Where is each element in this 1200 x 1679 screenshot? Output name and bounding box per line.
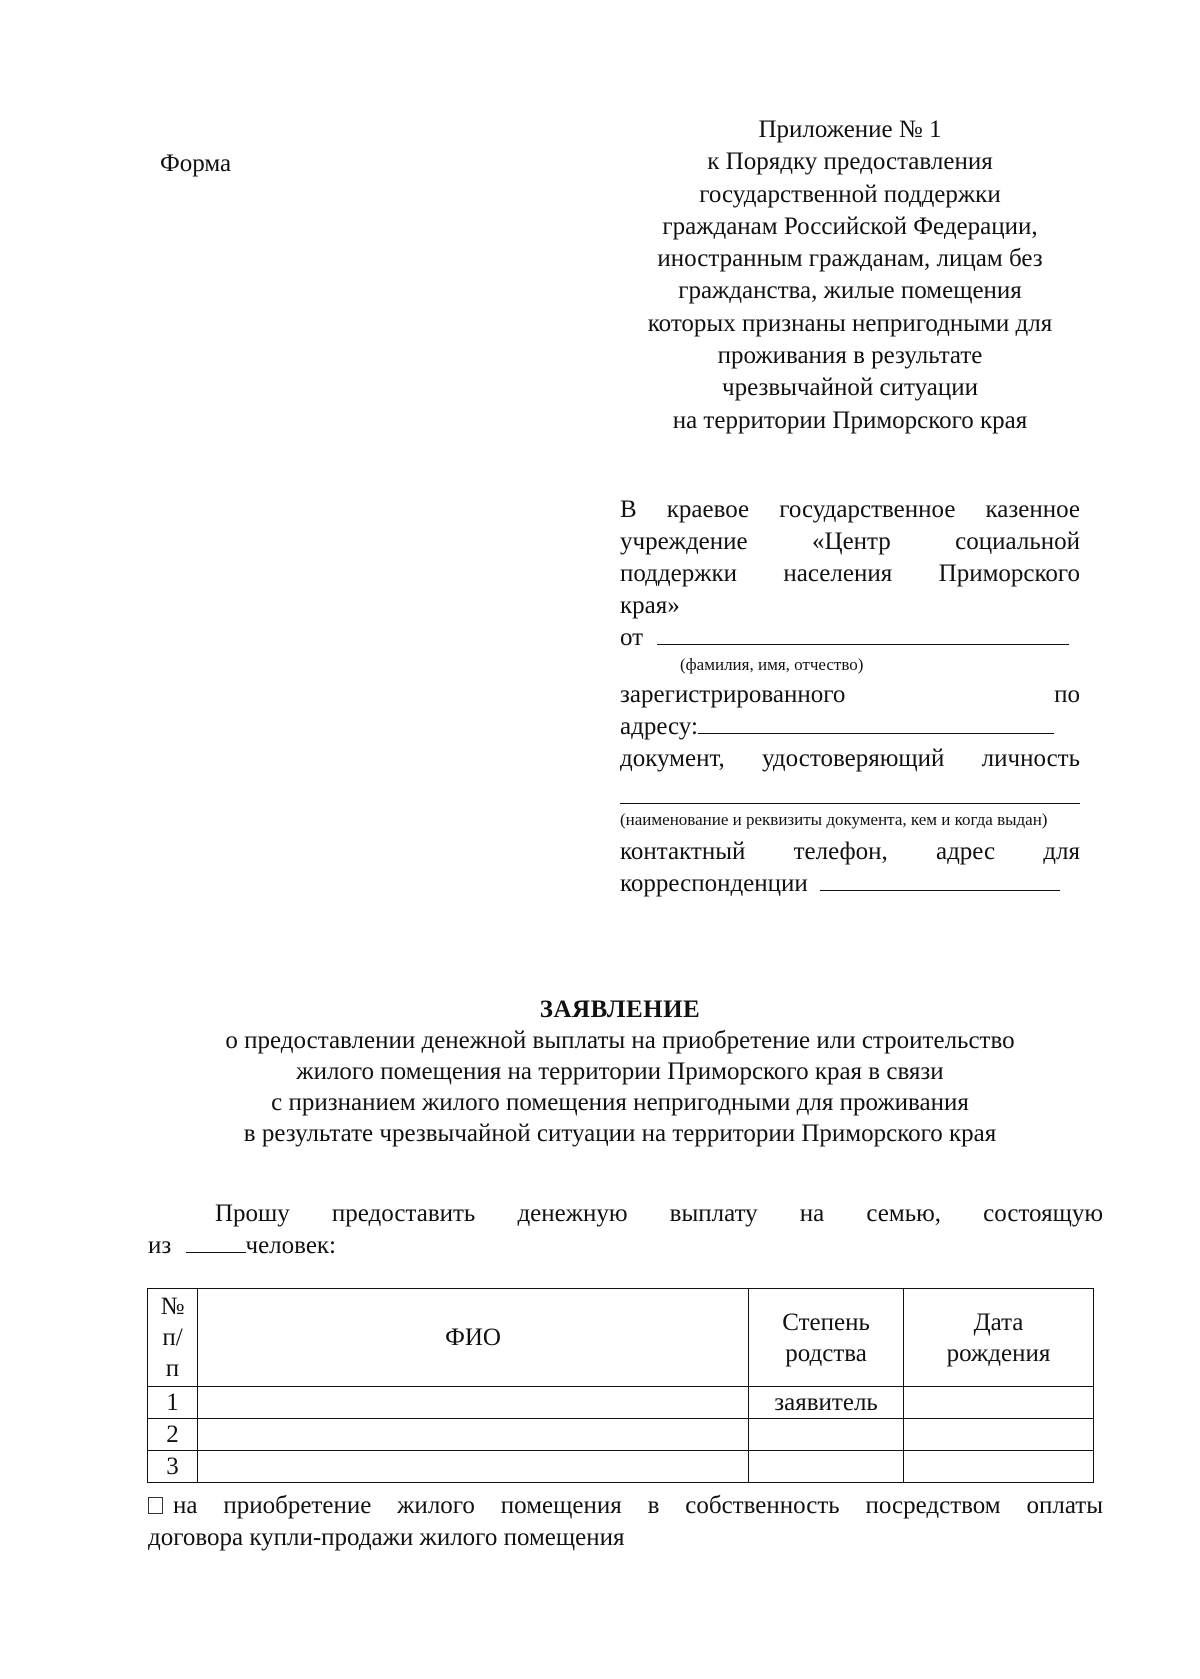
row-birth-cell[interactable]	[904, 1451, 1094, 1483]
addressee-block	[620, 494, 1080, 900]
appendix-line: к Порядку предоставления	[707, 148, 993, 176]
request-prefix: из	[148, 1232, 172, 1259]
form-label: Форма	[160, 150, 232, 177]
row-relation-cell[interactable]	[749, 1419, 904, 1451]
appendix-line: проживания в результате	[717, 342, 983, 370]
contact-field[interactable]	[820, 868, 1060, 891]
addressee-line: края»	[620, 592, 680, 619]
request-suffix: человек:	[245, 1232, 337, 1259]
statement-title: ЗАЯВЛЕНИЕ	[539, 996, 701, 1023]
appendix-line: государственной поддержки	[699, 180, 1001, 208]
row-fio-cell[interactable]	[197, 1451, 748, 1483]
id-document-field[interactable]	[620, 781, 1080, 804]
id-document-label: документ, удостоверяющий личность	[620, 745, 1080, 772]
row-number: 2	[148, 1419, 198, 1451]
row-fio-cell[interactable]	[197, 1387, 748, 1419]
request-count-row	[148, 1230, 1103, 1262]
appendix-line: чрезвычайной ситуации	[722, 374, 978, 402]
registered-label: зарегистрированного по	[620, 681, 1080, 708]
purchase-checkbox[interactable]	[148, 1497, 163, 1514]
row-number: 3	[148, 1451, 198, 1483]
from-hint: (фамилия, имя, отчество)	[680, 655, 864, 674]
table-row	[148, 1387, 1094, 1419]
option-text: на приобретение жилого помещения в собственность посредством оплаты	[173, 1492, 1103, 1519]
appendix-line: которых признаны непригодными для	[647, 309, 1053, 337]
request-line: Прошу предоставить денежную выплату на семью, состоящую	[215, 1200, 1103, 1227]
from-label: от	[620, 624, 644, 651]
row-birth-cell[interactable]	[904, 1387, 1094, 1419]
addressee-line: учреждение «Центр социальной	[620, 528, 1080, 555]
header-fio: ФИО	[197, 1289, 748, 1387]
table-header-row	[148, 1289, 1094, 1387]
row-number: 1	[148, 1387, 198, 1419]
appendix-line: иностранным гражданам, лицам без	[657, 245, 1043, 273]
table-row	[148, 1419, 1094, 1451]
appendix-line: гражданства, жилые помещения	[678, 277, 1022, 305]
id-document-row	[620, 775, 1080, 807]
header-birth-date: Дата рождения	[904, 1289, 1094, 1387]
address-row	[620, 711, 1080, 743]
contact-line: контактный телефон, адрес для	[620, 838, 1080, 865]
row-birth-cell[interactable]	[904, 1419, 1094, 1451]
request-paragraph	[148, 1198, 1103, 1262]
option-line: договора купли-продажи жилого помещения	[148, 1524, 625, 1551]
appendix-line: гражданам Российской Федерации,	[662, 212, 1038, 240]
purchase-option	[148, 1490, 1103, 1554]
row-relation-cell[interactable]	[749, 1451, 904, 1483]
addressee-line: В краевое государственное казенное	[620, 496, 1080, 523]
statement-subtitle-line: с признанием жилого помещения непригодными для проживания	[271, 1089, 969, 1116]
address-label: адресу:	[620, 713, 698, 740]
appendix-block	[610, 114, 1090, 437]
table-row	[148, 1451, 1094, 1483]
statement-subtitle-line: в результате чрезвычайной ситуации на территории Приморского края	[243, 1120, 997, 1147]
header-number: № п/п	[148, 1289, 198, 1387]
appendix-line: Приложение № 1	[758, 116, 942, 143]
row-relation-cell: заявитель	[749, 1387, 904, 1419]
addressee-line: поддержки населения Приморского	[620, 560, 1080, 587]
statement-block	[120, 994, 1120, 1149]
from-name-field[interactable]	[657, 622, 1069, 645]
from-row	[620, 622, 1080, 654]
address-field[interactable]	[698, 711, 1054, 734]
row-fio-cell[interactable]	[197, 1419, 748, 1451]
id-document-hint: (наименование и реквизиты документа, кем и когда выдан)	[620, 810, 1048, 829]
statement-subtitle-line: о предоставлении денежной выплаты на приобретение или строительство	[225, 1027, 1015, 1054]
header-relation: Степень родства	[749, 1289, 904, 1387]
option-line	[148, 1490, 1103, 1522]
contact-row	[620, 868, 1080, 900]
appendix-line: на территории Приморского края	[672, 406, 1028, 434]
statement-subtitle-line: жилого помещения на территории Приморского края в связи	[296, 1058, 944, 1085]
family-members-table	[147, 1288, 1094, 1483]
contact-label: корреспонденции	[620, 870, 808, 897]
family-count-field[interactable]	[186, 1230, 246, 1253]
